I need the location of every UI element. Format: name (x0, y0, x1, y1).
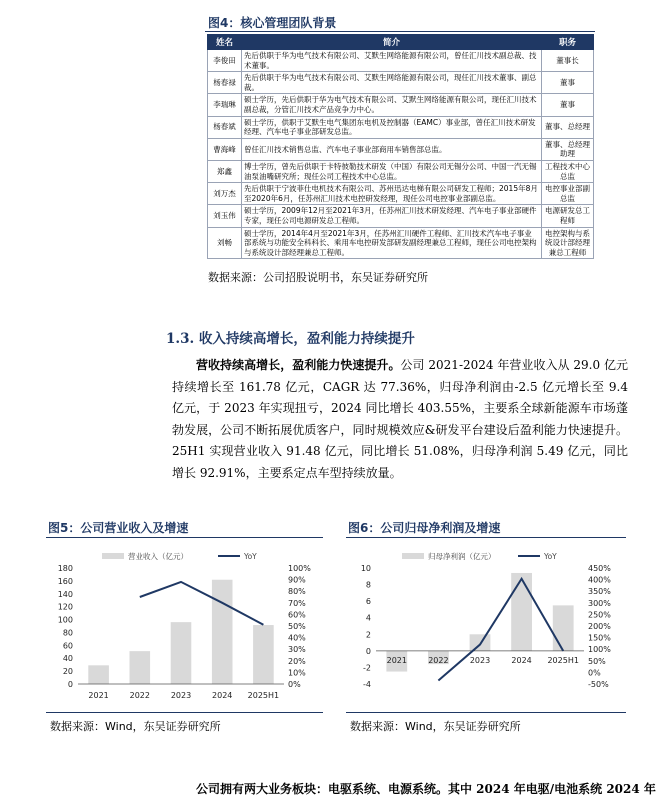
person-name: 刘畅 (208, 227, 242, 259)
table-row (208, 116, 594, 138)
x-tick-label: 2024 (212, 691, 233, 700)
y2-tick-label: 100% (588, 645, 611, 655)
fig4-title: 图4：核心管理团队背景 (208, 16, 337, 30)
y2-tick-label: 150% (588, 633, 611, 643)
y2-tick-label: 30% (288, 645, 306, 655)
x-tick-label: 2021 (88, 691, 109, 700)
person-name: 刘万杰 (208, 183, 242, 205)
net-profit-chart (346, 540, 626, 708)
y2-tick-label: 100% (288, 564, 311, 573)
table-row (208, 94, 594, 116)
person-intro: 博士学历，曾先后供职于卡特彼勒技术研发（中国）有限公司无锡分公司、中国一汽无锡油泵油嘴研究所；现任公司工程技术中心总监。 (242, 160, 542, 182)
y-tick-label: 8 (365, 580, 371, 590)
legend-bar-label: 营业收入（亿元） (128, 552, 188, 561)
y-tick-label: 100 (57, 615, 73, 625)
fig6-bottom-rule (346, 712, 626, 713)
table-row (208, 205, 594, 227)
legend-line-label: YoY (244, 552, 257, 561)
person-name: 李瑞琳 (208, 94, 242, 116)
y-tick-label: 60 (62, 641, 73, 651)
legend-bar-swatch (102, 553, 124, 559)
person-intro: 先后供职于华为电气技术有限公司、艾默生网络能源有限公司，现任汇川技术董事、副总裁。 (242, 72, 542, 94)
table-row (208, 183, 594, 205)
x-tick-label: 2022 (129, 691, 150, 700)
y-tick-label: 2 (365, 630, 371, 640)
y-tick-label: 0 (67, 680, 73, 689)
person-position: 电源研发总工程师 (542, 205, 594, 227)
person-position: 董事长 (542, 50, 594, 72)
legend-bar-label: 归母净利润（亿元） (428, 552, 496, 561)
x-tick-label: 2025H1 (247, 691, 280, 700)
y2-tick-label: 300% (588, 598, 611, 608)
bar (553, 605, 574, 650)
section-paragraph (172, 355, 628, 485)
footer-paragraph (196, 780, 656, 797)
y2-tick-label: 200% (588, 622, 611, 631)
fig5-source: 数据来源：Wind，东吴证券研究所 (50, 720, 221, 733)
x-tick-label: 2023 (170, 691, 192, 700)
y-tick-label: 180 (57, 564, 73, 573)
y2-tick-label: -50% (588, 680, 609, 689)
person-position: 董事、总经理助理 (542, 138, 594, 160)
y-tick-label: 6 (365, 597, 371, 607)
paragraph-lead: 营收持续高增长，盈利能力快速提升。 (196, 358, 401, 372)
person-name: 杨春禄 (208, 72, 242, 94)
y-tick-label: 80 (62, 628, 73, 638)
x-tick-label: 2021 (386, 656, 407, 665)
bar (171, 622, 192, 684)
y-tick-label: 120 (57, 602, 73, 612)
y2-tick-label: 50% (288, 622, 306, 631)
person-name: 刘玉伟 (208, 205, 242, 227)
header-position: 职务 (542, 35, 594, 50)
bar (130, 651, 151, 684)
y2-tick-label: 70% (288, 598, 306, 608)
person-name: 曹海峰 (208, 138, 242, 160)
y2-tick-label: 80% (288, 587, 306, 597)
y2-tick-label: 40% (288, 633, 306, 643)
fig5-top-rule (46, 537, 323, 538)
y2-tick-label: 50% (588, 656, 606, 666)
person-intro: 硕士学历，2014年4月至2021年3月，任苏州汇川硬件工程师、汇川技术汽车电子事业部系统与功能安全科科长、乘用车电控研发部研发副经理兼总工程师，现任公司电控架构与系统设计部经理兼总工程师。 (242, 227, 542, 259)
person-intro: 硕士学历，2009年12月至2021年3月，任苏州汇川技术研发经理、汽车电子事业部硬件专家，现任公司电源研发总工程师。 (242, 205, 542, 227)
table-row (208, 227, 594, 259)
person-position: 董事 (542, 72, 594, 94)
bar (253, 625, 274, 684)
y2-tick-label: 60% (288, 610, 306, 620)
person-name: 郑鑫 (208, 160, 242, 182)
management-team-table (207, 34, 594, 259)
legend-line-label: YoY (544, 552, 557, 561)
fig4-source: 数据来源：公司招股说明书，东吴证券研究所 (208, 271, 428, 284)
legend-bar-swatch (402, 553, 424, 559)
y-tick-label: 10 (360, 564, 371, 573)
y-tick-label: 20 (62, 667, 73, 677)
fig5-title: 图5：公司营业收入及增速 (48, 521, 189, 535)
revenue-chart (46, 540, 323, 708)
fig6-top-rule (346, 537, 626, 538)
x-tick-label: 2025H1 (547, 656, 579, 665)
x-tick-label: 2022 (428, 656, 449, 665)
person-intro: 曾任汇川技术销售总监、汽车电子事业部商用车销售部总监。 (242, 138, 542, 160)
y-tick-label: 160 (57, 576, 73, 586)
y2-tick-label: 20% (288, 656, 306, 666)
y-tick-label: 40 (62, 654, 73, 664)
table-header-row (208, 35, 594, 50)
header-name: 姓名 (208, 35, 242, 50)
section-heading: 1.3. 收入持续高增长，盈利能力持续提升 (166, 331, 415, 347)
y2-tick-label: 10% (288, 668, 306, 678)
person-position: 工程技术中心总监 (542, 160, 594, 182)
person-position: 董事 (542, 94, 594, 116)
y2-tick-label: 0% (588, 668, 601, 678)
fig6-source: 数据来源：Wind，东吴证券研究所 (350, 720, 521, 733)
y-tick-label: 140 (57, 589, 73, 599)
person-name: 李俊田 (208, 50, 242, 72)
header-intro: 简介 (242, 35, 542, 50)
y2-tick-label: 0% (288, 680, 301, 689)
bar (212, 580, 233, 684)
footer-text: 公司拥有两大业务板块：电驱系统、电源系统。其中 2024 年电驱/电池系统 2024 年 (196, 782, 656, 796)
x-tick-label: 2024 (511, 656, 532, 665)
person-position: 电控架构与系统设计部经理兼总工程师 (542, 227, 594, 259)
y-tick-label: -2 (363, 663, 371, 673)
fig5-bottom-rule (46, 712, 323, 713)
table-row (208, 138, 594, 160)
x-tick-label: 2023 (469, 656, 491, 665)
yoy-line (140, 582, 264, 625)
bar (511, 573, 532, 651)
bar (470, 634, 491, 651)
y-tick-label: 4 (365, 613, 371, 623)
fig4-top-rule (205, 31, 595, 32)
table-row (208, 72, 594, 94)
person-name: 杨春斌 (208, 116, 242, 138)
table-row (208, 50, 594, 72)
y2-tick-label: 90% (288, 575, 306, 585)
person-intro: 先后供职于宁波菲仕电机技术有限公司、苏州迅达电梯有限公司研发工程师；2015年8月至2020年6月，任苏州汇川技术电控研发经理，现任公司电控事业部副总监。 (242, 183, 542, 205)
fig6-title: 图6：公司归母净利润及增速 (348, 521, 501, 535)
y2-tick-label: 450% (588, 564, 611, 573)
paragraph-body: 公司 2021-2024 年营业收入从 29.0 亿元持续增长至 161.78 亿元，CAGR 达 77.36%，归母净利润由-2.5 亿元增长至 9.4 亿元，于 2023 年实现扭亏，2024 同比增长 403.55%，主要系全球新能源车市场蓬勃发展，公司不断拓展优质客户，同时规模效应&研发平台建设后盈利能力快速提升。25H1 实现营业收入 91.48 亿元，同比增长 51.08%，归母净利润 5.49 亿元，同比增长 92.91%，主要系定点车型持续放量。 (172, 358, 628, 480)
person-intro: 硕士学历，供职于艾默生电气集团东电机及控制器（EAMC）事业部，曾任汇川技术研发经理、汽车电子事业部研发总监。 (242, 116, 542, 138)
bar (88, 665, 109, 684)
person-position: 电控事业部副总监 (542, 183, 594, 205)
table-row (208, 160, 594, 182)
yoy-line (438, 579, 563, 681)
person-intro: 先后供职于华为电气技术有限公司、艾默生网络能源有限公司，曾任汇川技术副总裁、技术董事。 (242, 50, 542, 72)
y-tick-label: 0 (365, 646, 371, 656)
y2-tick-label: 250% (588, 610, 611, 620)
person-position: 董事、总经理 (542, 116, 594, 138)
y-tick-label: -4 (363, 680, 371, 689)
person-intro: 硕士学历，先后供职于华为电气技术有限公司、艾默生网络能源有限公司，现任汇川技术副总裁，分管汇川技术产品竞争力中心。 (242, 94, 542, 116)
y2-tick-label: 350% (588, 587, 611, 597)
y2-tick-label: 400% (588, 575, 611, 585)
